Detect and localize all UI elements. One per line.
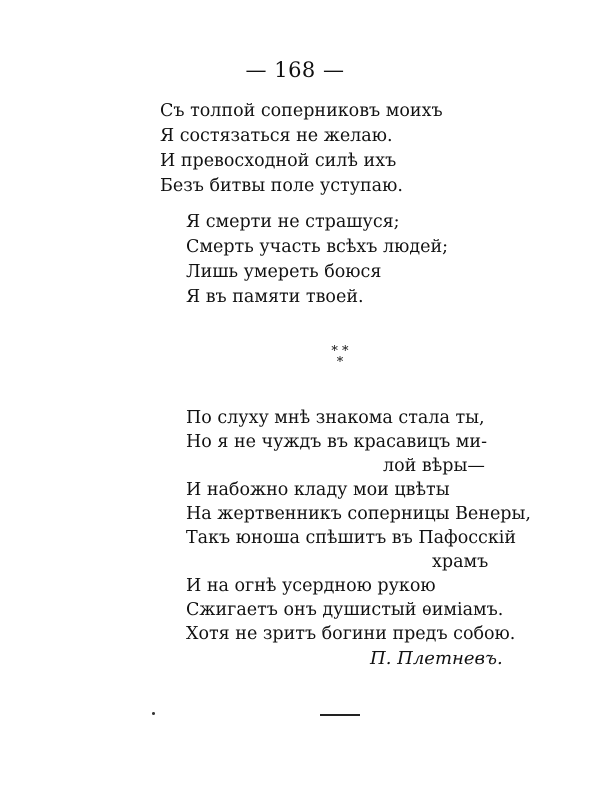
poem-line: Я въ памяти твоей.	[186, 287, 364, 307]
poem-line: На жертвенникъ соперницы Венеры,	[186, 504, 531, 524]
poem-line: И на огнѣ усердною рукою	[186, 576, 436, 596]
poem-line: Сжигаетъ онъ душистый ѳиміамъ.	[186, 600, 504, 620]
asterism-divider	[320, 346, 360, 368]
poem-line: Я смерти не страшуся;	[186, 212, 400, 232]
end-rule-divider	[320, 714, 360, 716]
page-number: — 168 —	[245, 58, 345, 82]
poem-line: И превосходной силѣ ихъ	[160, 151, 397, 171]
poem-line: Я состязаться не желаю.	[160, 126, 393, 146]
poem-line: Безъ битвы поле уступаю.	[160, 176, 403, 196]
poem-line: Съ толпой соперниковъ моихъ	[160, 101, 443, 121]
poem-line: Такъ юноша спѣшитъ въ Пафосскій	[186, 528, 517, 548]
poem-line: И набожно кладу мои цвѣты	[186, 480, 450, 500]
poem-line: Смерть участь всѣхъ людей;	[186, 237, 449, 257]
asterism-top: * *	[331, 344, 349, 359]
poem-line-continuation: лой вѣры—	[383, 456, 485, 476]
poem-line: По слуху мнѣ знакома стала ты,	[186, 408, 485, 428]
poem-line-continuation: храмъ	[432, 552, 489, 572]
print-speck	[152, 712, 155, 715]
poem-line: Лишь умереть боюся	[186, 262, 382, 282]
asterism-bottom: *	[336, 355, 344, 370]
poem-line: Хотя не зритъ богини предъ собою.	[186, 624, 516, 644]
poem-line: Но я не чуждъ въ красавицъ ми-	[186, 432, 487, 452]
author-signature: П. Плетневъ.	[370, 648, 503, 669]
